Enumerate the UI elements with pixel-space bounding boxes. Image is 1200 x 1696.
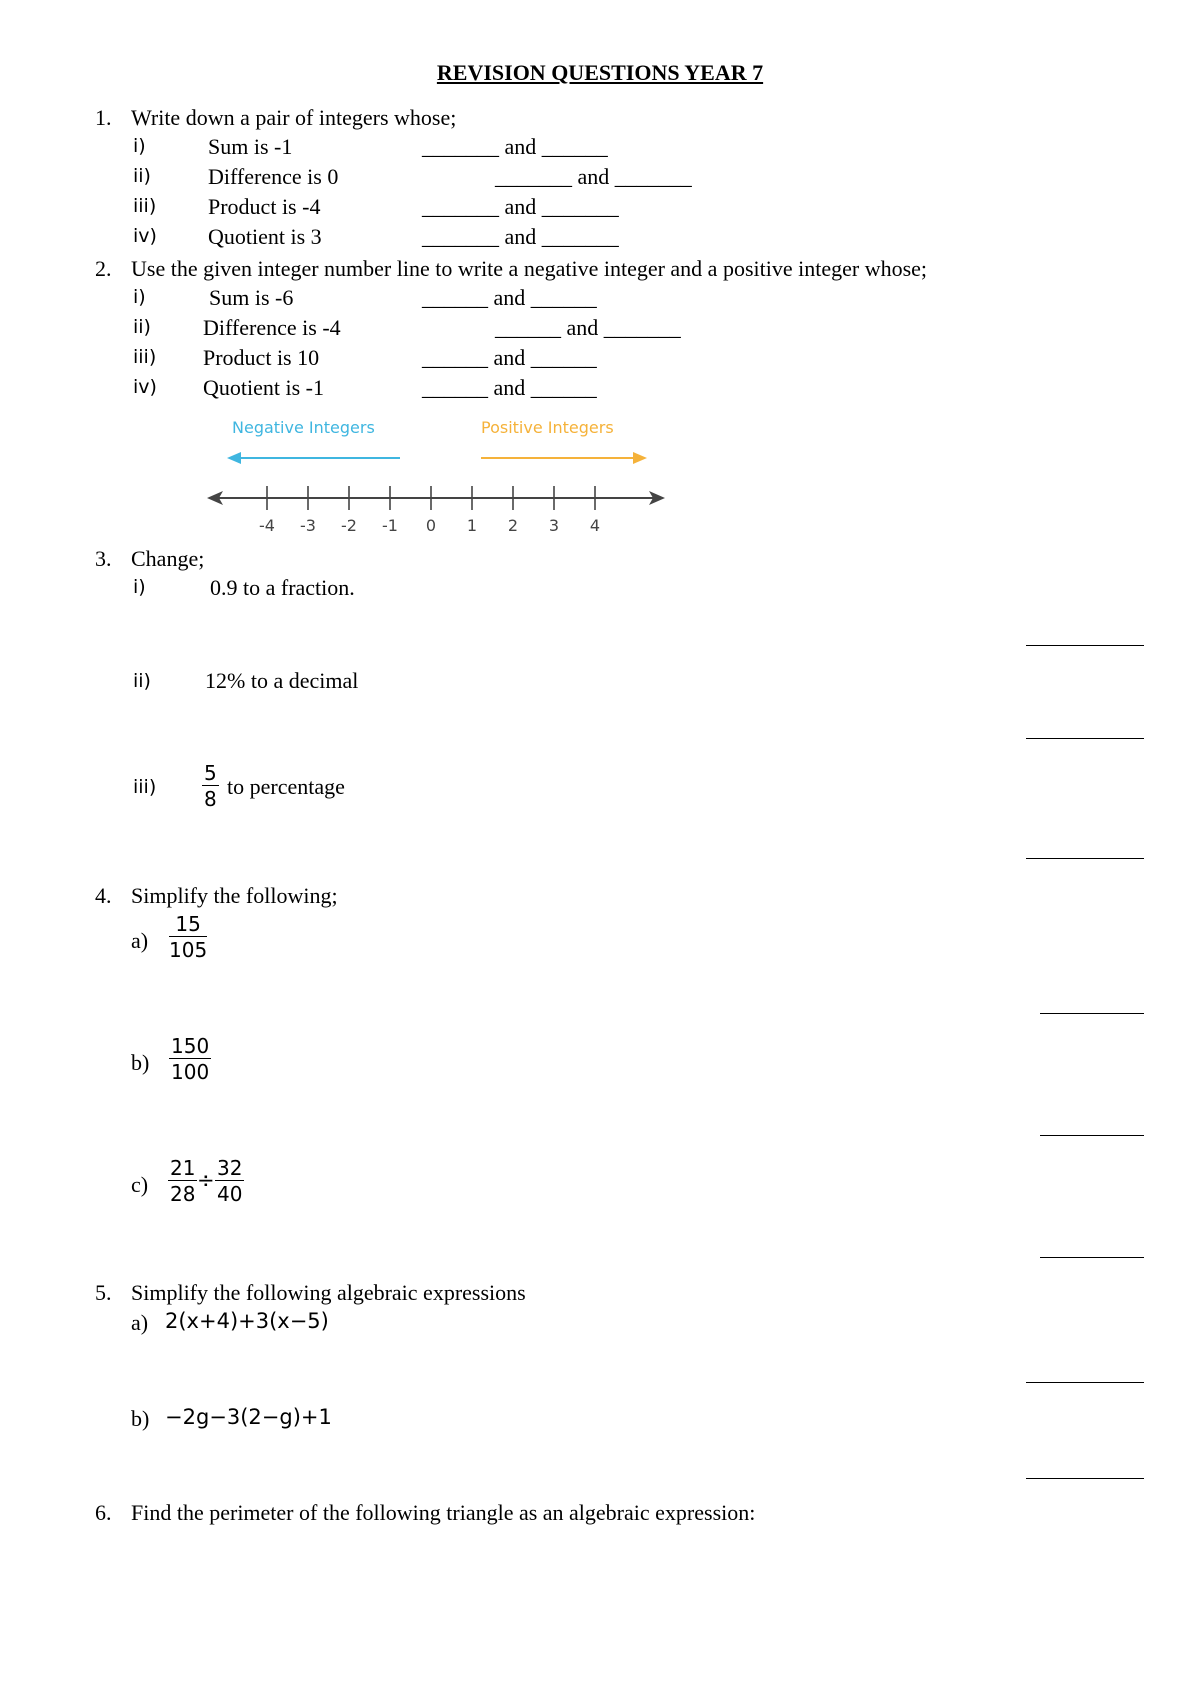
tick-label: 1 [466,516,478,535]
q4-c-answer-line [1040,1257,1144,1258]
q4-c-fraction-1 [168,1158,197,1204]
q5-a-answer-line [1026,1382,1144,1383]
q2-iv-blank: ______ and ______ [422,375,597,400]
q3-iii-answer-line [1026,858,1144,859]
q4-a-answer-line [1040,1013,1144,1014]
q5-a-label: a) [131,1310,149,1335]
q2-i-label: i) [133,286,146,308]
q4-prompt: Simplify the following; [131,883,338,908]
q3-number: 3. [95,546,112,571]
q4-b-denominator: 100 [171,1060,210,1084]
q1-i-text: Sum is -1 [208,134,293,159]
q4-c-fraction-2 [215,1158,244,1204]
q3-ii-text: 12% to a decimal [205,668,359,693]
q1-ii-text: Difference is 0 [208,164,339,189]
q3-iii-numerator: 5 [204,761,217,785]
q4-c-label: c) [131,1172,149,1197]
q1-iv-text: Quotient is 3 [208,224,322,249]
q4-c-numerator-2: 32 [217,1156,243,1180]
q2-ii-text: Difference is -4 [203,315,341,340]
q1-iv-label: iv) [133,225,157,247]
q4-b-answer-line [1040,1135,1144,1136]
tick-label: -1 [382,516,398,535]
q2-ii-label: ii) [133,316,151,338]
negative-integers-label: Negative Integers [232,418,375,437]
page-title: REVISION QUESTIONS YEAR 7 [436,60,764,85]
tick-label: -4 [259,516,275,535]
number-line-ticks [259,486,600,535]
q3-i-label: i) [133,576,146,598]
q3-iii-fraction [202,763,219,809]
q1-iii-text: Product is -4 [208,194,321,219]
q2-iv-text: Quotient is -1 [203,375,324,400]
q4-c-denominator-2: 40 [217,1182,243,1206]
q4-a-denominator: 105 [169,938,208,962]
q4-b-label: b) [131,1050,150,1075]
q2-iv-label: iv) [133,376,157,398]
q2-iii-label: iii) [133,346,157,368]
q5-number: 5. [95,1280,112,1305]
integer-number-line [205,410,665,540]
tick-label: 3 [548,516,560,535]
q1-ii-blank: _______ and _______ [495,164,692,189]
q1-iii-blank: _______ and _______ [422,194,619,219]
q1-ii-label: ii) [133,165,151,187]
q4-b-numerator: 150 [171,1034,210,1058]
q1-i-label: i) [133,135,146,157]
tick-label: -2 [341,516,357,535]
q6-prompt: Find the perimeter of the following triangle as an algebraic expression: [131,1500,756,1525]
q5-b-expression: −2g−3(2−g)+1 [165,1405,332,1429]
q3-iii-label: iii) [133,776,157,798]
q2-iii-text: Product is 10 [203,345,320,370]
q1-iii-label: iii) [133,195,157,217]
q3-prompt: Change; [131,546,205,571]
q6-number: 6. [95,1500,112,1525]
q2-number: 2. [95,256,112,281]
q3-i-answer-line [1026,645,1144,646]
tick-label: 4 [589,516,601,535]
q5-b-label: b) [131,1406,150,1431]
positive-arrowhead-icon [633,452,647,464]
tick-label: 0 [425,516,437,535]
q3-i-text: 0.9 to a fraction. [210,575,355,600]
q1-i-blank: _______ and ______ [422,134,608,159]
q1-iv-blank: _______ and _______ [422,224,619,249]
tick-label: -3 [300,516,316,535]
q3-iii-denominator: 8 [204,787,217,811]
q5-a-expression: 2(x+4)+3(x−5) [165,1309,329,1333]
q2-iii-blank: ______ and ______ [422,345,597,370]
q4-b-fraction [169,1036,211,1082]
q3-ii-answer-line [1026,738,1144,739]
q4-a-numerator: 15 [169,914,207,937]
q4-a-label: a) [131,928,149,953]
q3-iii-text: to percentage [227,774,345,799]
q5-prompt: Simplify the following algebraic expressions [131,1280,526,1305]
tick-label: 2 [507,516,519,535]
q2-i-text: Sum is -6 [209,285,294,310]
negative-arrowhead-icon [227,452,241,464]
q4-c-numerator-1: 21 [170,1156,196,1180]
q4-c-divide-operator: ÷ [197,1168,215,1192]
q1-prompt: Write down a pair of integers whose; [131,105,457,130]
q4-a-fraction [169,914,207,960]
q3-ii-label: ii) [133,670,151,692]
q4-c-denominator-1: 28 [170,1182,196,1206]
q2-prompt: Use the given integer number line to write a negative integer and a positive integer whose; [131,256,928,281]
q2-i-blank: ______ and ______ [422,285,597,310]
q1-number: 1. [95,105,112,130]
q2-ii-blank: ______ and _______ [495,315,681,340]
q4-number: 4. [95,883,112,908]
positive-integers-label: Positive Integers [481,418,614,437]
q5-b-answer-line [1026,1478,1144,1479]
